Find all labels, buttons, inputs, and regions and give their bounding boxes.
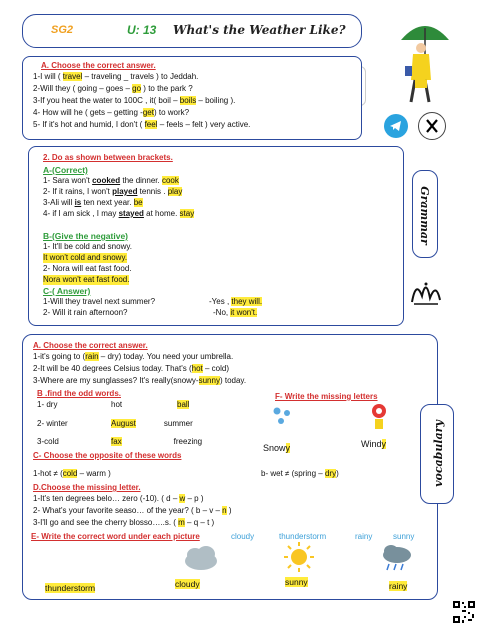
missing-letter-title: D.Choose the missing letter. — [33, 483, 141, 492]
missing-letter-1: 1-It's ten degrees belo… zero (-10). ( d – w – p ) — [33, 494, 204, 503]
section2-box — [28, 146, 404, 326]
s3-line-1: 1-it's going to (rain – dry) today. You need your umbrella. — [33, 352, 234, 361]
sheet-code: SG2 — [51, 24, 74, 36]
negative-q2: 2- Nora will eat fast food. — [43, 264, 132, 273]
correct-subtitle: A-(Correct) — [43, 165, 88, 175]
word-bank-4: sunny — [393, 532, 415, 541]
s1-line-1: 1-I will ( travel – traveling _ travels ) to Jeddah. — [33, 72, 199, 81]
picture-answer-2: cloudy — [175, 579, 200, 589]
qr-code-icon[interactable] — [452, 600, 476, 624]
s1-line-5: 5- If it's hot and humid, I don't ( feel – feels – felt ) very active. — [33, 120, 251, 129]
correct-line-4: 4- if I am sick , I may stayed at home. stay — [43, 209, 195, 218]
missing-letter-2: 2- What's your favorite seaso… of the year? ( b – v – n ) — [33, 506, 232, 515]
header-box — [22, 14, 362, 48]
section1-box — [22, 56, 362, 140]
grammar-tab-label: Grammar — [417, 186, 431, 245]
odd-row-1: 1- dry hot ball — [37, 400, 190, 409]
correct-line-2: 2- If it rains, I won't played tennis . play — [43, 187, 183, 196]
answer-q1: 1-Will they travel next summer? — [43, 297, 156, 306]
answer-a1: -Yes , they will. — [209, 297, 263, 306]
grammar-tab — [412, 170, 438, 258]
s1-line-4: 4- How will he ( gets – getting -get) to work? — [33, 108, 190, 117]
cloud-picture-icon — [181, 543, 221, 573]
s3-line-3: 3-Where are my sunglasses? It's really(snowy-sunny) today. — [33, 376, 247, 385]
section3-box — [22, 334, 438, 600]
negative-q1: 1- It'll be cold and snowy. — [43, 242, 132, 251]
s1-line-3: 3-If you heat the water to 100C , it( boil – boils – boiling ). — [33, 96, 236, 105]
word-bank-3: rainy — [355, 532, 373, 541]
picture-words-title: E- Write the correct word under each picture — [31, 532, 200, 541]
odd-row-3: 3-cold fax freezing — [37, 437, 203, 446]
negative-a2: Nora won't eat fast food. — [43, 275, 130, 284]
negative-subtitle: B-(Give the negative) — [43, 231, 129, 241]
answer-q2: 2- Will it rain afternoon? — [43, 308, 128, 317]
section2-title: 2. Do as shown between brackets. — [43, 153, 173, 162]
picture-answer-1: thunderstorm — [45, 583, 96, 593]
section3-title: A. Choose the correct answer. — [33, 341, 148, 350]
word-bank-2: thunderstorm — [279, 532, 327, 541]
answer-subtitle: C-( Answer) — [43, 286, 91, 296]
negative-a1: It won't cold and snowy. — [43, 253, 128, 262]
snowflake-icon — [269, 405, 299, 427]
picture-answer-4: rainy — [389, 581, 408, 591]
odd-row-2: 2- winter August summer — [37, 419, 193, 428]
missing-letter-3: 3-I'll go and see the cherry blosso…..s. ( m – q – t ) — [33, 518, 215, 527]
correct-line-3: 3-Ali will is ten next year. be — [43, 198, 143, 207]
opposite-2: b- wet ≠ (spring – dry) — [261, 469, 339, 478]
unit-label: U: 13 — [127, 23, 157, 37]
s3-line-2: 2-It will be 40 degrees Celsius today. That's (hot – cold) — [33, 364, 229, 373]
s1-line-2: 2-Will they ( going – goes – go ) to the park ? — [33, 84, 193, 93]
missing-letters-title: F- Write the missing letters — [275, 392, 378, 401]
picture-answer-3: sunny — [285, 577, 308, 587]
wind-character-icon — [367, 401, 391, 435]
opposite-1: 1-hot ≠ (cold – warm ) — [33, 469, 111, 478]
umbrella-person-illustration — [395, 18, 455, 108]
snowy-word: Snowy — [263, 443, 291, 453]
word-bank-1: cloudy — [231, 532, 255, 541]
section1-title: A. Choose the correct answer. — [41, 61, 156, 70]
opposite-title: C- Choose the opposite of these words — [33, 451, 182, 460]
x-social-icon[interactable] — [418, 112, 446, 140]
telegram-icon[interactable] — [384, 114, 408, 138]
rain-picture-icon — [379, 543, 415, 573]
answer-a2: -No, it won't. — [213, 308, 258, 317]
vocabulary-tab — [420, 404, 454, 504]
calligraphy-logo — [408, 274, 444, 308]
page-title: What's the Weather Like? — [173, 23, 346, 37]
windy-word: Windy — [361, 439, 387, 449]
odd-words-title: B .find the odd words. — [37, 389, 121, 398]
vocabulary-tab-label: vocabulary — [431, 420, 445, 487]
correct-line-1: 1- Sara won't cooked the dinner. cook — [43, 176, 179, 185]
sun-picture-icon — [281, 541, 317, 573]
